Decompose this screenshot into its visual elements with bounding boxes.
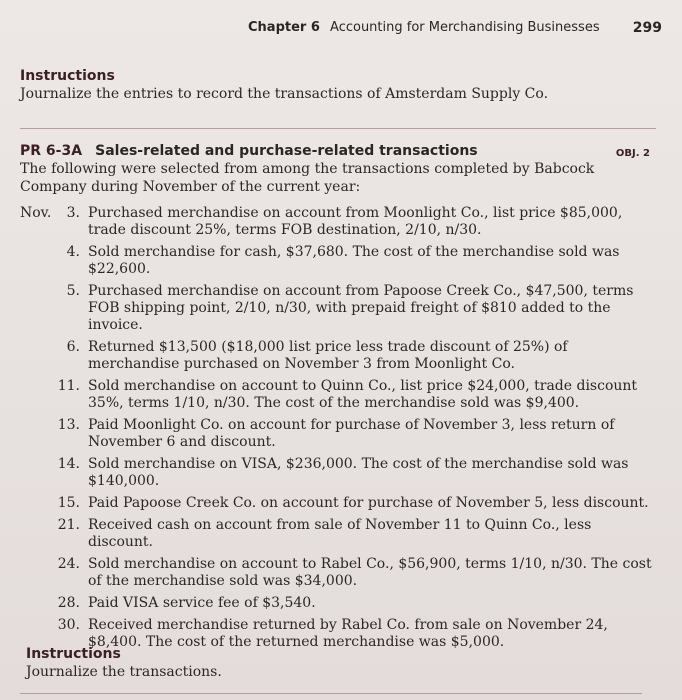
- transaction-day: 4.: [66, 244, 80, 260]
- transaction-item: [20, 517, 658, 551]
- transaction-item: [20, 205, 658, 239]
- instructions-heading: Instructions: [26, 646, 121, 662]
- transaction-text: Paid Moonlight Co. on account for purchase of November 3, less return of November 6 and discount.: [88, 417, 615, 450]
- transaction-text: Purchased merchandise on account from Papoose Creek Co., $47,500, terms FOB shipping point, 2/10, n/30, with prepaid freight of $810 added to the invoice.: [88, 283, 634, 333]
- transaction-text: Received cash on account from sale of November 11 to Quinn Co., less discount.: [88, 517, 592, 550]
- transaction-item: [20, 556, 658, 590]
- chapter-label: Chapter 6: [248, 20, 320, 35]
- chapter-title: Accounting for Merchandising Businesses: [330, 20, 600, 35]
- transaction-text: Sold merchandise on account to Quinn Co., list price $24,000, trade discount 35%, terms 1/10, n/30. The cost of the merchandise sold was $9,400.: [88, 378, 638, 411]
- transaction-day: 5.: [66, 283, 80, 299]
- transaction-day: 15.: [57, 495, 80, 511]
- section-divider: [20, 693, 642, 694]
- problem-header: [20, 140, 658, 196]
- instructions-text: Journalize the entries to record the transactions of Amsterdam Supply Co.: [20, 86, 549, 102]
- transaction-day: 6.: [66, 339, 80, 355]
- transaction-item: [20, 339, 658, 373]
- transaction-item: [20, 595, 658, 612]
- transaction-day: 11.: [57, 378, 80, 394]
- transaction-text: Received merchandise returned by Rabel Co. from sale on November 24, $8,400. The cost of the returned merchandise was $5,000.: [88, 617, 608, 650]
- transaction-text: Paid Papoose Creek Co. on account for purchase of November 5, less discount.: [88, 495, 649, 511]
- transaction-day: 14.: [57, 456, 80, 472]
- transaction-item: [20, 244, 658, 278]
- transaction-day: 28.: [57, 595, 80, 611]
- transaction-item: [20, 417, 658, 451]
- transaction-day: 24.: [57, 556, 80, 572]
- transaction-item: [20, 495, 658, 512]
- instructions-text: Journalize the transactions.: [26, 664, 222, 680]
- problem-title: Sales-related and purchase-related transactions: [95, 143, 478, 159]
- transaction-text: Sold merchandise on VISA, $236,000. The cost of the merchandise sold was $140,000.: [88, 456, 629, 489]
- month-label: Nov.: [20, 205, 52, 221]
- transaction-day: 13.: [57, 417, 80, 433]
- transaction-list: [20, 205, 658, 656]
- section-divider: [20, 128, 656, 129]
- problem-title-row: [20, 140, 658, 158]
- problem-intro: The following were selected from among the transactions completed by Babcock Company during November of the current year:: [20, 161, 595, 195]
- page-header: [248, 20, 662, 44]
- instructions-heading: Instructions: [20, 68, 115, 84]
- problem-number: PR 6-3A: [20, 143, 83, 159]
- transaction-day: 3.: [66, 205, 80, 221]
- objective-label: OBJ. 2: [615, 148, 650, 159]
- transaction-text: Purchased merchandise on account from Moonlight Co., list price $85,000, trade discount 25%, terms FOB destination, 2/10, n/30.: [88, 205, 623, 238]
- transaction-day: 21.: [57, 517, 80, 533]
- page-number: 299: [632, 20, 662, 36]
- transaction-day: 30.: [57, 617, 80, 633]
- previous-problem-instructions: [20, 68, 662, 102]
- transaction-text: Sold merchandise for cash, $37,680. The cost of the merchandise sold was $22,600.: [88, 244, 620, 277]
- transaction-item: [20, 456, 658, 490]
- problem-instructions: [26, 646, 222, 680]
- transaction-text: Sold merchandise on account to Rabel Co., $56,900, terms 1/10, n/30. The cost of the merchandise sold was $34,000.: [88, 556, 652, 589]
- transaction-item: [20, 378, 658, 412]
- transaction-text: Returned $13,500 ($18,000 list price less trade discount of 25%) of merchandise purchased on November 3 from Moonlight Co.: [88, 339, 568, 372]
- transaction-item: [20, 283, 658, 334]
- transaction-text: Paid VISA service fee of $3,540.: [88, 595, 316, 611]
